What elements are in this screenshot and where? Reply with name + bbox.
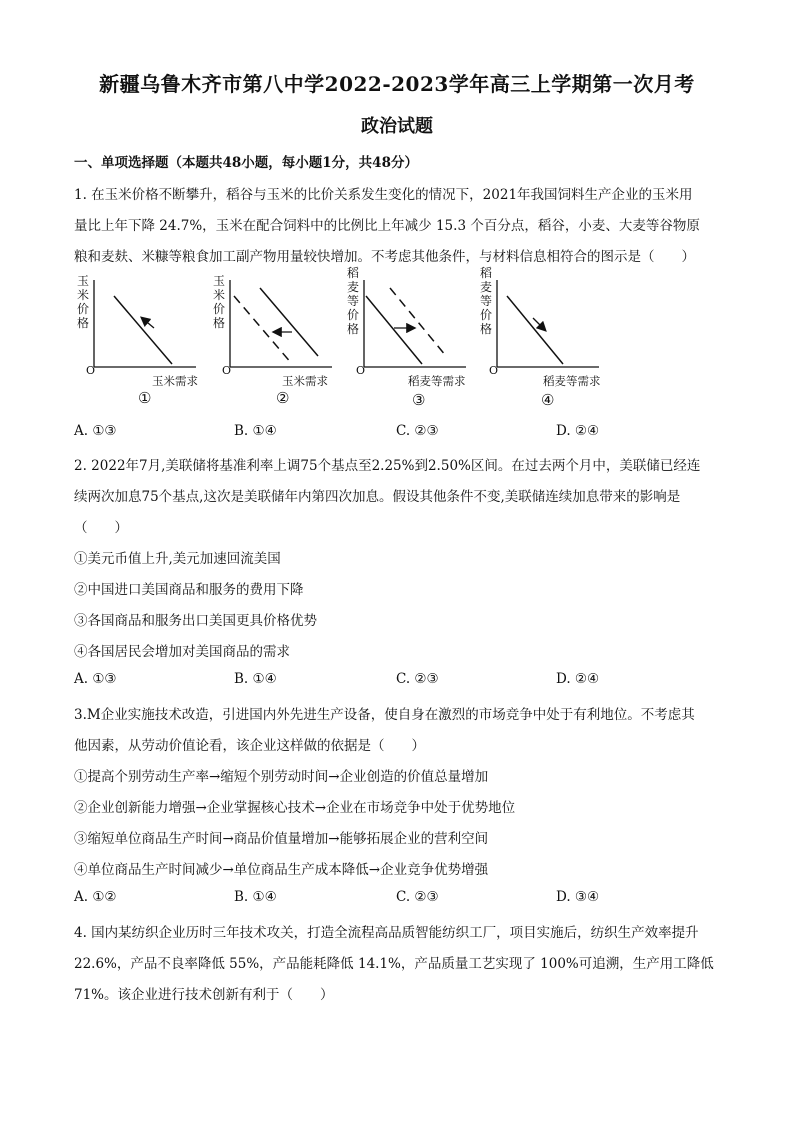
q3-option-a[interactable]: A. ①②	[74, 889, 117, 905]
new-demand-curve	[234, 296, 292, 364]
original-demand-curve	[366, 296, 422, 364]
q2-item-3: ③各国商品和服务出口美国更具价格优势	[74, 613, 317, 629]
y-axis-label: 稻麦等价格	[346, 266, 359, 336]
new-demand-curve	[390, 288, 446, 356]
origin-label: O	[86, 364, 96, 377]
q1-line-2: 量比上年下降 24.7%，玉米在配合饲料中的比例比上年减少 15.3 个百分点，稻谷，小麦、大麦等谷物原	[74, 218, 700, 234]
origin-label: O	[356, 364, 366, 377]
q3-item-4: ④单位商品生产时间减少→单位商品生产成本降低→企业竞争优势增强	[74, 862, 489, 878]
demand-curve	[114, 296, 172, 364]
q4-line-3: 71%。该企业进行技术创新有利于（ ）	[74, 987, 334, 1003]
q3-option-c[interactable]: C. ②③	[396, 889, 439, 905]
graph-3-svg	[346, 272, 476, 412]
x-axis-label: 玉米需求	[282, 374, 328, 388]
q3-line-2: 他因素，从劳动价值论看，该企业这样做的依据是（ ）	[74, 738, 425, 754]
q2-option-d[interactable]: D. ②④	[556, 671, 600, 687]
q1-line-1: 1. 在玉米价格不断攀升，稻谷与玉米的比价关系发生变化的情况下，2021年我国饲料生产企业的玉米用	[74, 187, 693, 203]
q1-option-a[interactable]: A. ①③	[74, 423, 117, 439]
demand-curve	[507, 296, 563, 364]
q2-option-a[interactable]: A. ①③	[74, 671, 117, 687]
q3-item-1: ①提高个别劳动生产率→缩短个别劳动时间→企业创造的价值总量增加	[74, 769, 489, 785]
x-axis-label: 稻麦等需求	[543, 374, 601, 388]
y-axis-label: 玉米价格	[76, 274, 89, 330]
q3-option-d[interactable]: D. ③④	[556, 889, 600, 905]
q2-line-2: 续两次加息75个基点,这次是美联储年内第四次加息。假设其他条件不变,美联储连续加息带来的影响是	[74, 489, 681, 505]
q1-option-b[interactable]: B. ①④	[234, 423, 277, 439]
q4-line-1: 4. 国内某纺织企业历时三年技术攻关，打造全流程高品质智能纺织工厂，项目实施后，纺织生产效率提升	[74, 925, 699, 941]
q1-option-c[interactable]: C. ②③	[396, 423, 439, 439]
y-axis-label: 稻麦等价格	[479, 266, 492, 336]
x-axis-label: 玉米需求	[152, 374, 198, 388]
graph-number: ②	[276, 389, 290, 407]
q1-option-d[interactable]: D. ②④	[556, 423, 600, 439]
original-demand-curve	[260, 288, 318, 356]
q2-option-c[interactable]: C. ②③	[396, 671, 439, 687]
section-heading: 一、单项选择题（本题共48小题，每小题1分，共48分）	[74, 155, 418, 171]
q2-item-2: ②中国进口美国商品和服务的费用下降	[74, 582, 304, 598]
origin-label: O	[222, 364, 232, 377]
exam-title: 新疆乌鲁木齐市第八中学2022-2023学年高三上学期第一次月考	[99, 72, 695, 96]
graph-number: ③	[412, 391, 426, 409]
graph-4	[479, 266, 609, 412]
q2-option-b[interactable]: B. ①④	[234, 671, 277, 687]
exam-subtitle: 政治试题	[361, 116, 433, 137]
q2-item-1: ①美元币值上升,美元加速回流美国	[74, 551, 281, 567]
graph-1	[76, 272, 206, 412]
shift-arrow	[533, 318, 545, 330]
q3-item-3: ③缩短单位商品生产时间→商品价值量增加→能够拓展企业的营利空间	[74, 831, 489, 847]
q2-line-3: （ ）	[74, 520, 128, 536]
q2-line-1: 2. 2022年7月,美联储将基准利率上调75个基点至2.25%到2.50%区间。在过去两个月中，美联储已经连	[74, 458, 701, 474]
graph-number: ④	[541, 391, 555, 409]
q1-line-3: 粮和麦麸、米糠等粮食加工副产物用量较快增加。不考虑其他条件，与材料信息相符合的图示是（ ）	[74, 249, 695, 265]
q3-line-1: 3.M企业实施技术改造，引进国内外先进生产设备，使自身在激烈的市场竞争中处于有利地位。不考虑其	[74, 707, 695, 723]
shift-arrow	[142, 318, 154, 328]
graph-2	[212, 272, 342, 412]
y-axis-label: 玉米价格	[212, 274, 225, 330]
graph-3	[346, 266, 476, 412]
q4-line-2: 22.6%，产品不良率降低 55%，产品能耗降低 14.1%，产品质量工艺实现了 100%可追溯，生产用工降低	[74, 956, 714, 972]
q3-item-2: ②企业创新能力增强→企业掌握核心技术→企业在市场竞争中处于优势地位	[74, 800, 516, 816]
origin-label: O	[489, 364, 499, 377]
x-axis-label: 稻麦等需求	[408, 374, 466, 388]
q2-item-4: ④各国居民会增加对美国商品的需求	[74, 644, 290, 660]
q3-option-b[interactable]: B. ①④	[234, 889, 277, 905]
graph-number: ①	[138, 389, 152, 407]
